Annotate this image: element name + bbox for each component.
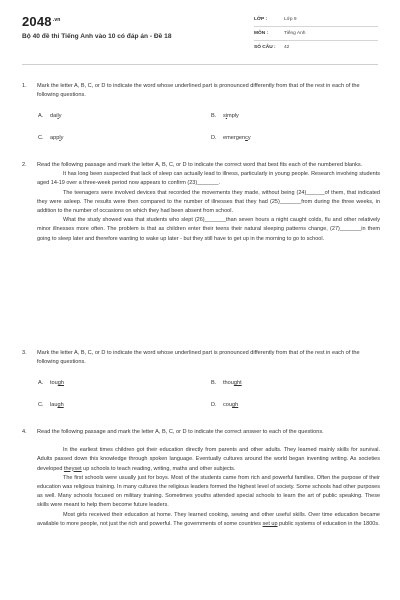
underlined-part: gh: [57, 402, 64, 408]
option-letter: C.: [38, 402, 44, 408]
option-c[interactable]: [38, 402, 64, 408]
question-3: [22, 349, 380, 367]
question-1: [22, 82, 380, 100]
meta-lop-label: LỚP :: [254, 17, 268, 22]
question-number: 4.: [22, 429, 27, 435]
underlined-word: theyset: [63, 465, 82, 472]
option-letter: A.: [38, 380, 44, 386]
option-letter: D.: [211, 135, 217, 141]
site-logo[interactable]: [22, 14, 61, 29]
underlined-part: gh: [232, 402, 239, 408]
header-divider: [22, 64, 378, 65]
passage-paragraph: It has long been suspected that lack of sleep can actually lead to illness, particularly in young people. Research involving students aged 14-19 over a three-week period now appears to confirm (23)_______.: [37, 171, 380, 187]
underlined-part: ght: [233, 380, 242, 386]
document-title: Bộ 40 đề thi Tiếng Anh vào 10 có đáp án - Đề 18: [22, 33, 172, 40]
passage-paragraph: The teenagers were involved devices that recorded the movements they made, without being (24)______of them, that indicated they were asleep. The results were then compared to the number of illnesses that they had (25)_______from during the three weeks, in addition to the number of occasions on which they had been absent from school.: [37, 189, 380, 215]
option-letter: D.: [211, 402, 217, 408]
meta-socau-label: SỐ CÂU :: [254, 45, 276, 50]
meta-socau-value: 42: [284, 45, 290, 50]
option-text: s: [223, 113, 226, 119]
question-number: 3.: [22, 350, 27, 356]
passage-text: Most girls received their education at home. They learned cooking, sewing and other useful skills. Over time education became available to more people, not just the rich and powerful. The governments of some countries: [37, 511, 380, 527]
option-text: mply: [227, 113, 239, 119]
option-text: cou: [223, 402, 233, 408]
logo-suffix: .vn: [52, 17, 61, 23]
meta-mon-value: Tiếng Anh: [284, 31, 306, 36]
underlined-word: set up: [262, 520, 278, 527]
question-prompt: Mark the letter A, B, C, or D to indicate the word whose underlined part is pronounced differently from that of the rest in each of the following questions.: [37, 350, 360, 366]
question-number: 1.: [22, 83, 27, 89]
option-text: y: [58, 113, 62, 119]
passage-paragraph: [37, 511, 380, 529]
option-letter: B.: [211, 380, 217, 386]
underlined-part: c: [245, 135, 248, 141]
question-prompt: Read the following passage and mark the letter A, B, C, or D to indicate the correct answer to each of the questions.: [37, 429, 324, 435]
underlined-part: l: [59, 135, 61, 141]
option-c[interactable]: [38, 135, 63, 141]
question-2: [22, 161, 380, 244]
meta-mon-label: MÔN :: [254, 31, 269, 36]
option-d[interactable]: [211, 135, 251, 141]
option-text: app: [50, 135, 60, 141]
option-d[interactable]: [211, 402, 238, 408]
option-text: y: [247, 135, 251, 141]
underlined-part: l: [57, 113, 59, 119]
underlined-part: i: [225, 113, 228, 119]
option-text: tou: [50, 380, 58, 386]
question-prompt: Read the following passage and mark the letter A, B, C, or D to indicate the correct word that best fits each of the numbered blanks.: [37, 162, 363, 168]
meta-divider: [254, 26, 378, 27]
option-text: dai: [50, 113, 58, 119]
option-text: emergen: [223, 135, 246, 141]
option-text: y: [60, 135, 64, 141]
question-prompt: Mark the letter A, B, C, or D to indicate the word whose underlined part is pronounced differently from that of the rest in each of the following questions.: [37, 83, 360, 99]
passage-text: public systems of education in the 1800s.: [277, 520, 380, 527]
meta-divider: [254, 40, 378, 41]
option-text: lau: [50, 402, 58, 408]
option-a[interactable]: [38, 113, 62, 119]
passage-paragraph: What the study showed was that students who slept (26)_______than seven hours a night caught colds, flu and other relatively minor illnesses more often. The problem is that as children enter their teens their natural sleeping patterns change, (27)_______in them going to sleep later and therefore wanting to wake up later - but they still have to get up in the morning to go to school.: [37, 217, 380, 242]
passage-text: In the earliest times children got their education directly from parents and other adults. They learned mainly skills for survival. Adults passed down this knowledge through spoken language. Eventually cultures around the world began inventing writing. As societies developed: [37, 447, 380, 472]
option-letter: B.: [211, 113, 217, 119]
option-a[interactable]: [38, 380, 64, 386]
question-number: 2.: [22, 162, 27, 168]
passage-paragraph: The first schools were usually just for boys. Most of the students came from rich and powerful families. Often the purpose of their education was religious training. In many cultures the religious leaders formed the highest level of society. Some schools had other purposes as well. Many schools focused on military training. Sometimes youths attended special schools to learn the art of public speaking. These skills were meant to help them become future leaders.: [37, 474, 380, 509]
underlined-part: gh: [57, 380, 65, 386]
passage-text: up schools to teach reading, writing, maths and other subjects.: [81, 465, 236, 472]
meta-lop-value: Lớp 9: [284, 17, 297, 22]
option-text: thou: [223, 380, 234, 386]
question-4: [22, 428, 380, 529]
passage-paragraph: [37, 446, 380, 474]
logo-text: 2048: [22, 14, 52, 29]
option-b[interactable]: [211, 380, 242, 386]
option-b[interactable]: [211, 113, 239, 119]
option-letter: A.: [38, 113, 44, 119]
option-letter: C.: [38, 135, 44, 141]
